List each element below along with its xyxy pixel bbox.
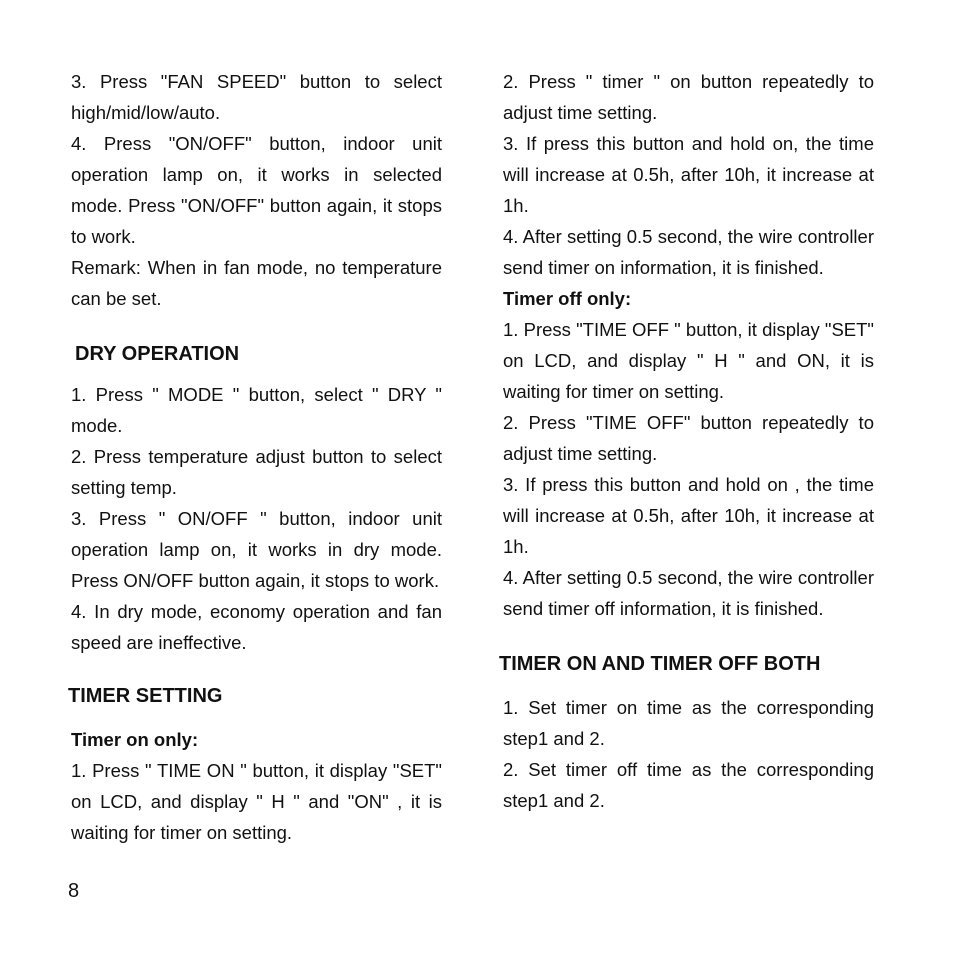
dry-step-4: 4. In dry mode, economy operation and fan speed are ineffective. xyxy=(71,601,442,653)
timer-off-step-3: 3. If press this button and hold on , the time will increase at 0.5h, after 10h, it increase at 1h. xyxy=(503,474,874,557)
both-step-1: 1. Set timer on time as the corresponding step1 and 2. xyxy=(503,697,874,749)
timer-off-step-4: 4. After setting 0.5 second, the wire controller send timer off information, it is finished. xyxy=(503,567,874,619)
fan-step-3: 3. Press "FAN SPEED" button to select high/mid/low/auto. xyxy=(71,71,442,123)
timer-on-step-3: 3. If press this button and hold on, the time will increase at 0.5h, after 10h, it increase at 1h. xyxy=(503,133,874,216)
page-number: 8 xyxy=(68,880,80,902)
timer-on-step-1: 1. Press " TIME ON " button, it display "SET" on LCD, and display " H " and "ON" , it is waiting for timer on setting. xyxy=(71,760,442,843)
fan-step-4: 4. Press "ON/OFF" button, indoor unit operation lamp on, it works in selected mode. Press "ON/OFF" button again, it stops to work. xyxy=(71,133,442,247)
dry-step-2: 2. Press temperature adjust button to select setting temp. xyxy=(71,446,442,498)
timer-on-step-4: 4. After setting 0.5 second, the wire controller send timer on information, it is finished. xyxy=(503,226,874,278)
both-step-2: 2. Set timer off time as the corresponding step1 and 2. xyxy=(503,759,874,811)
timer-off-step-1: 1. Press "TIME OFF " button, it display "SET" on LCD, and display " H " and ON, it is waiting for timer on setting. xyxy=(503,319,874,402)
timer-on-only-title: Timer on only: xyxy=(71,729,199,750)
timer-on-and-off-both-heading: TIMER ON AND TIMER OFF BOTH xyxy=(499,653,821,675)
timer-off-only-title: Timer off only: xyxy=(503,288,632,309)
timer-on-step-2: 2. Press " timer " on button repeatedly to adjust time setting. xyxy=(503,71,874,123)
right-column xyxy=(499,66,874,816)
left-column xyxy=(68,66,442,848)
dry-step-3: 3. Press " ON/OFF " button, indoor unit operation lamp on, it works in dry mode. Press ON/OFF button again, it stops to work. xyxy=(71,508,442,591)
timer-off-step-2: 2. Press "TIME OFF" button repeatedly to adjust time setting. xyxy=(503,412,874,464)
fan-remark: Remark: When in fan mode, no temperature can be set. xyxy=(71,257,442,309)
dry-operation-heading: DRY OPERATION xyxy=(75,343,240,365)
dry-step-1: 1. Press " MODE " button, select " DRY " mode. xyxy=(71,384,442,436)
timer-setting-heading: TIMER SETTING xyxy=(68,685,223,707)
